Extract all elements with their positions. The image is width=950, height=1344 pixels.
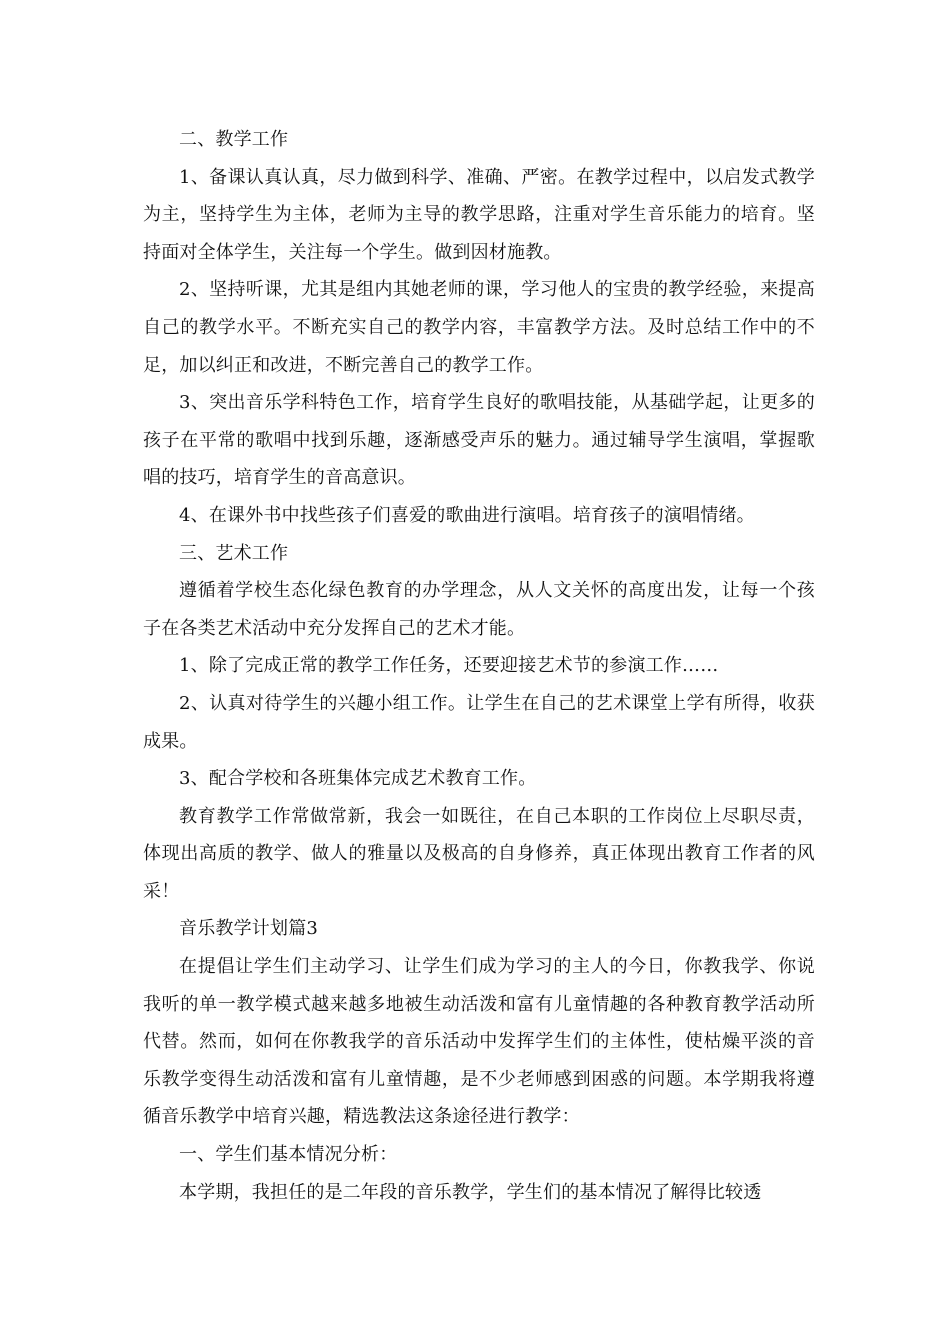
paragraph-music-characteristics: 3、突出音乐学科特色工作，培育学生良好的歌唱技能，从基础学起，让更多的孩子在平常的歌唱中找到乐趣，逐渐感受声乐的魅力。通过辅导学生演唱，掌握歌唱的技巧，培育学生的音高意识。 [143,392,815,489]
paragraph-art-philosophy: 遵循着学校生态化绿色教育的办学理念，从人文关怀的高度出发，让每一个孩子在各类艺术活动中充分发挥自己的艺术才能。 [143,580,815,639]
document-body [143,121,815,1211]
paragraph-conclusion: 教育教学工作常做常新，我会一如既往，在自己本职的工作岗位上尽职尽责，体现出高质的教学、做人的雅量以及极高的自身修养，真正体现出教育工作者的风采！ [143,805,815,902]
paragraph-extracurricular-songs: 4、在课外书中找些孩子们喜爱的歌曲进行演唱。培育孩子的演唱情绪。 [179,504,755,526]
paragraph-lesson-preparation: 1、备课认真认真，尽力做到科学、准确、严密。在教学过程中，以启发式教学为主，坚持学生为主体，老师为主导的教学思路，注重对学生音乐能力的培育。坚持面对全体学生，关注每一个学生。做到因材施教。 [143,166,815,263]
paragraph-art-festival: 1、除了完成正常的教学工作任务，还要迎接艺术节的参演工作…… [179,655,719,677]
paragraph-student-analysis: 本学期，我担任的是二年段的音乐教学，学生们的基本情况了解得比较透 [179,1181,762,1203]
paragraph-plan-3-intro: 在提倡让学生们主动学习、让学生们成为学习的主人的今日，你教我学、你说我听的单一教学模式越来越多地被生动活泼和富有儿童情趣的各种教育教学活动所代替。然而，如何在你教我学的音乐活动中发挥学生们的主体性，使枯燥平淡的音乐教学变得生动活泼和富有儿童情趣，是不少老师感到困惑的问题。本学期我将遵循音乐教学中培育兴趣，精选教法这条途径进行教学： [143,956,815,1128]
section-heading-teaching-work: 二、教学工作 [179,129,289,150]
paragraph-lesson-observation: 2、坚持听课，尤其是组内其她老师的课，学习他人的宝贵的教学经验，来提高自己的教学水平。不断充实自己的教学内容，丰富教学方法。及时总结工作中的不足，加以纠正和改进，不断完善自己的教学工作。 [143,279,815,376]
paragraph-interest-groups: 2、认真对待学生的兴趣小组工作。让学生在自己的艺术课堂上学有所得，收获成果。 [143,692,815,752]
section-heading-plan-3: 音乐教学计划篇3 [179,918,319,940]
section-heading-student-analysis: 一、学生们基本情况分析： [179,1144,398,1166]
paragraph-art-education: 3、配合学校和各班集体完成艺术教育工作。 [179,768,537,790]
section-heading-art-work: 三、艺术工作 [179,542,289,564]
